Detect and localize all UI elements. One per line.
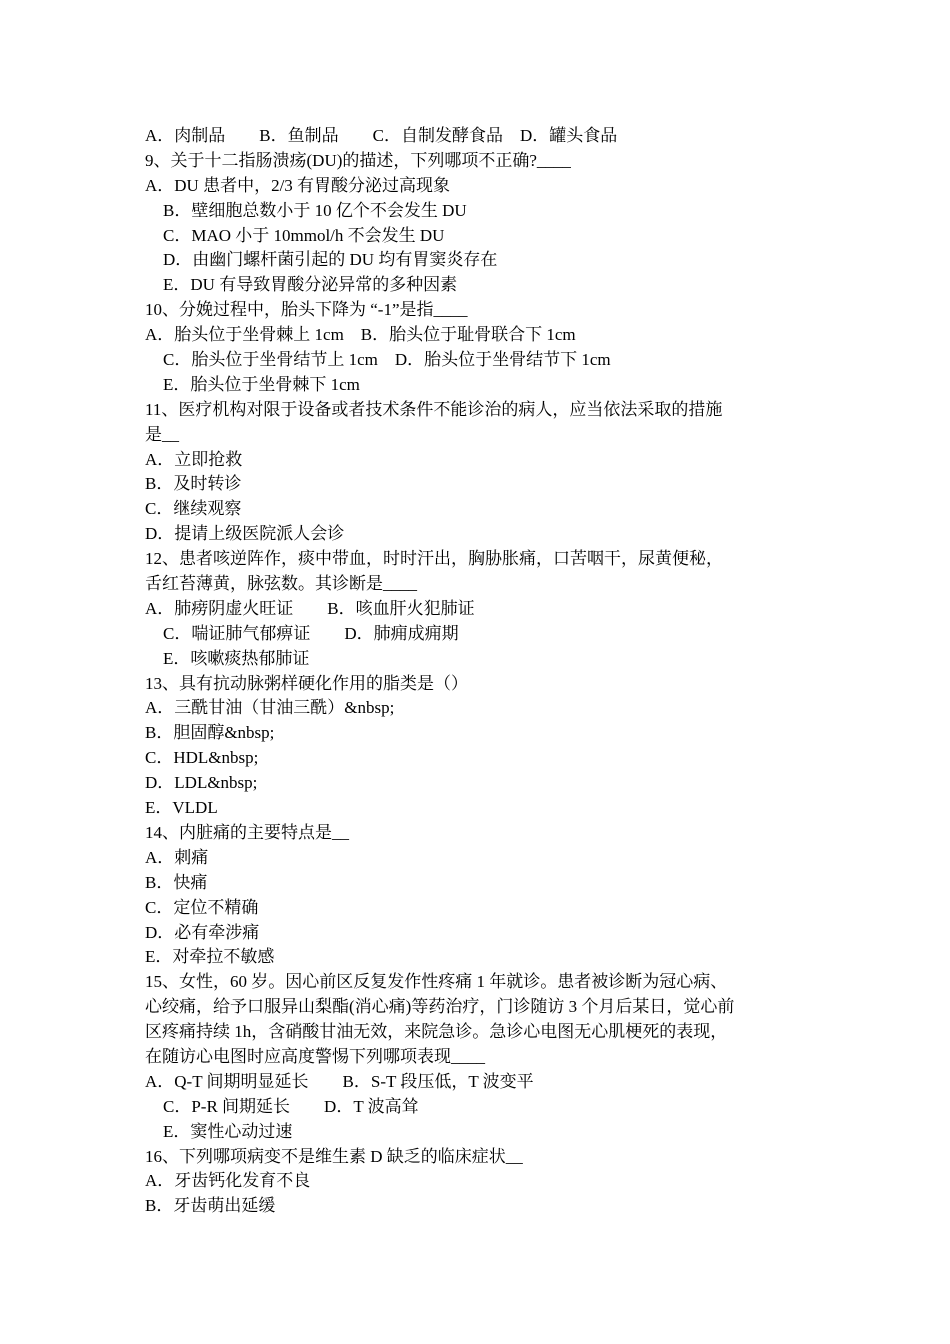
text-line: A．胎头位于坐骨棘上 1cm B．胎头位于耻骨联合下 1cm bbox=[145, 325, 576, 345]
text-line: D．提请上级医院派人会诊 bbox=[145, 524, 345, 544]
text-line: C．P-R 间期延长 D．T 波高耸 bbox=[163, 1096, 419, 1116]
text-line: C．HDL&nbsp; bbox=[145, 748, 259, 768]
text-line: A．牙齿钙化发育不良 bbox=[145, 1171, 311, 1191]
text-line: E．VLDL bbox=[145, 798, 218, 818]
text-line: E．窦性心动过速 bbox=[163, 1121, 293, 1141]
text-line: B．壁细胞总数小于 10 亿个不会发生 DU bbox=[163, 200, 467, 220]
text-line: 心绞痛，给予口服异山梨酯(消心痛)等药治疗，门诊随访 3 个月后某日，觉心前 bbox=[145, 997, 735, 1017]
text-line: C．喘证肺气郁痹证 D．肺痈成痈期 bbox=[163, 623, 459, 643]
text-line: 13、具有抗动脉粥样硬化作用的脂类是（） bbox=[145, 673, 468, 693]
text-line: C．MAO 小于 10mmol/h 不会发生 DU bbox=[163, 225, 445, 245]
text-line: 9、关于十二指肠溃疡(DU)的描述，下列哪项不正确?____ bbox=[145, 150, 571, 170]
text-line: A．三酰甘油（甘油三酰）&nbsp; bbox=[145, 698, 395, 718]
text-line: A．肉制品 B．鱼制品 C．自制发酵食品 D．罐头食品 bbox=[145, 126, 618, 145]
text-line: A．刺痛 bbox=[145, 847, 209, 867]
text-line: 在随访心电图时应高度警惕下列哪项表现____ bbox=[145, 1046, 485, 1066]
text-line: A．Q-T 间期明显延长 B．S-T 段压低，T 波变平 bbox=[145, 1071, 534, 1091]
text-line: D．必有牵涉痛 bbox=[145, 922, 260, 942]
text-line: 12、患者咳逆阵作，痰中带血，时时汗出，胸胁胀痛，口苦咽干，尿黄便秘， bbox=[145, 549, 723, 569]
text-line: 是__ bbox=[145, 424, 179, 444]
text-line: C．继续观察 bbox=[145, 499, 242, 519]
document-body bbox=[145, 124, 810, 1219]
text-line: A．肺痨阴虚火旺证 B．咳血肝火犯肺证 bbox=[145, 598, 475, 618]
text-line: A．DU 患者中，2/3 有胃酸分泌过高现象 bbox=[145, 175, 451, 195]
text-line: E．DU 有导致胃酸分泌异常的多种因素 bbox=[163, 275, 458, 295]
text-line: 14、内脏痛的主要特点是__ bbox=[145, 822, 349, 842]
text-line: E．对牵拉不敏感 bbox=[145, 947, 275, 967]
text-line: C．定位不精确 bbox=[145, 897, 259, 917]
text-line: E．咳嗽痰热郁肺证 bbox=[163, 648, 310, 668]
text-line: B．牙齿萌出延缓 bbox=[145, 1196, 276, 1216]
text-line: B．胆固醇&nbsp; bbox=[145, 723, 275, 743]
text-line: D．LDL&nbsp; bbox=[145, 773, 258, 793]
text-line: 16、下列哪项病变不是维生素 D 缺乏的临床症状__ bbox=[145, 1146, 523, 1166]
text-line: 舌红苔薄黄，脉弦数。其诊断是____ bbox=[145, 574, 417, 594]
text-line: E．胎头位于坐骨棘下 1cm bbox=[163, 374, 360, 394]
text-line: A．立即抢救 bbox=[145, 449, 243, 469]
text-line: D．由幽门螺杆菌引起的 DU 均有胃窦炎存在 bbox=[163, 250, 498, 270]
text-line: B．快痛 bbox=[145, 872, 208, 892]
text-line: 区疼痛持续 1h，含硝酸甘油无效，来院急诊。急诊心电图无心肌梗死的表现， bbox=[145, 1022, 728, 1042]
text-line: 15、女性，60 岁。因心前区反复发作性疼痛 1 年就诊。患者被诊断为冠心病、 bbox=[145, 972, 728, 992]
text-line: B．及时转诊 bbox=[145, 474, 242, 494]
text-line: 10、分娩过程中，胎头下降为 “-1”是指____ bbox=[145, 300, 468, 320]
text-line: 11、医疗机构对限于设备或者技术条件不能诊治的病人，应当依法采取的措施 bbox=[145, 399, 723, 419]
text-line: C．胎头位于坐骨结节上 1cm D．胎头位于坐骨结节下 1cm bbox=[163, 350, 611, 370]
